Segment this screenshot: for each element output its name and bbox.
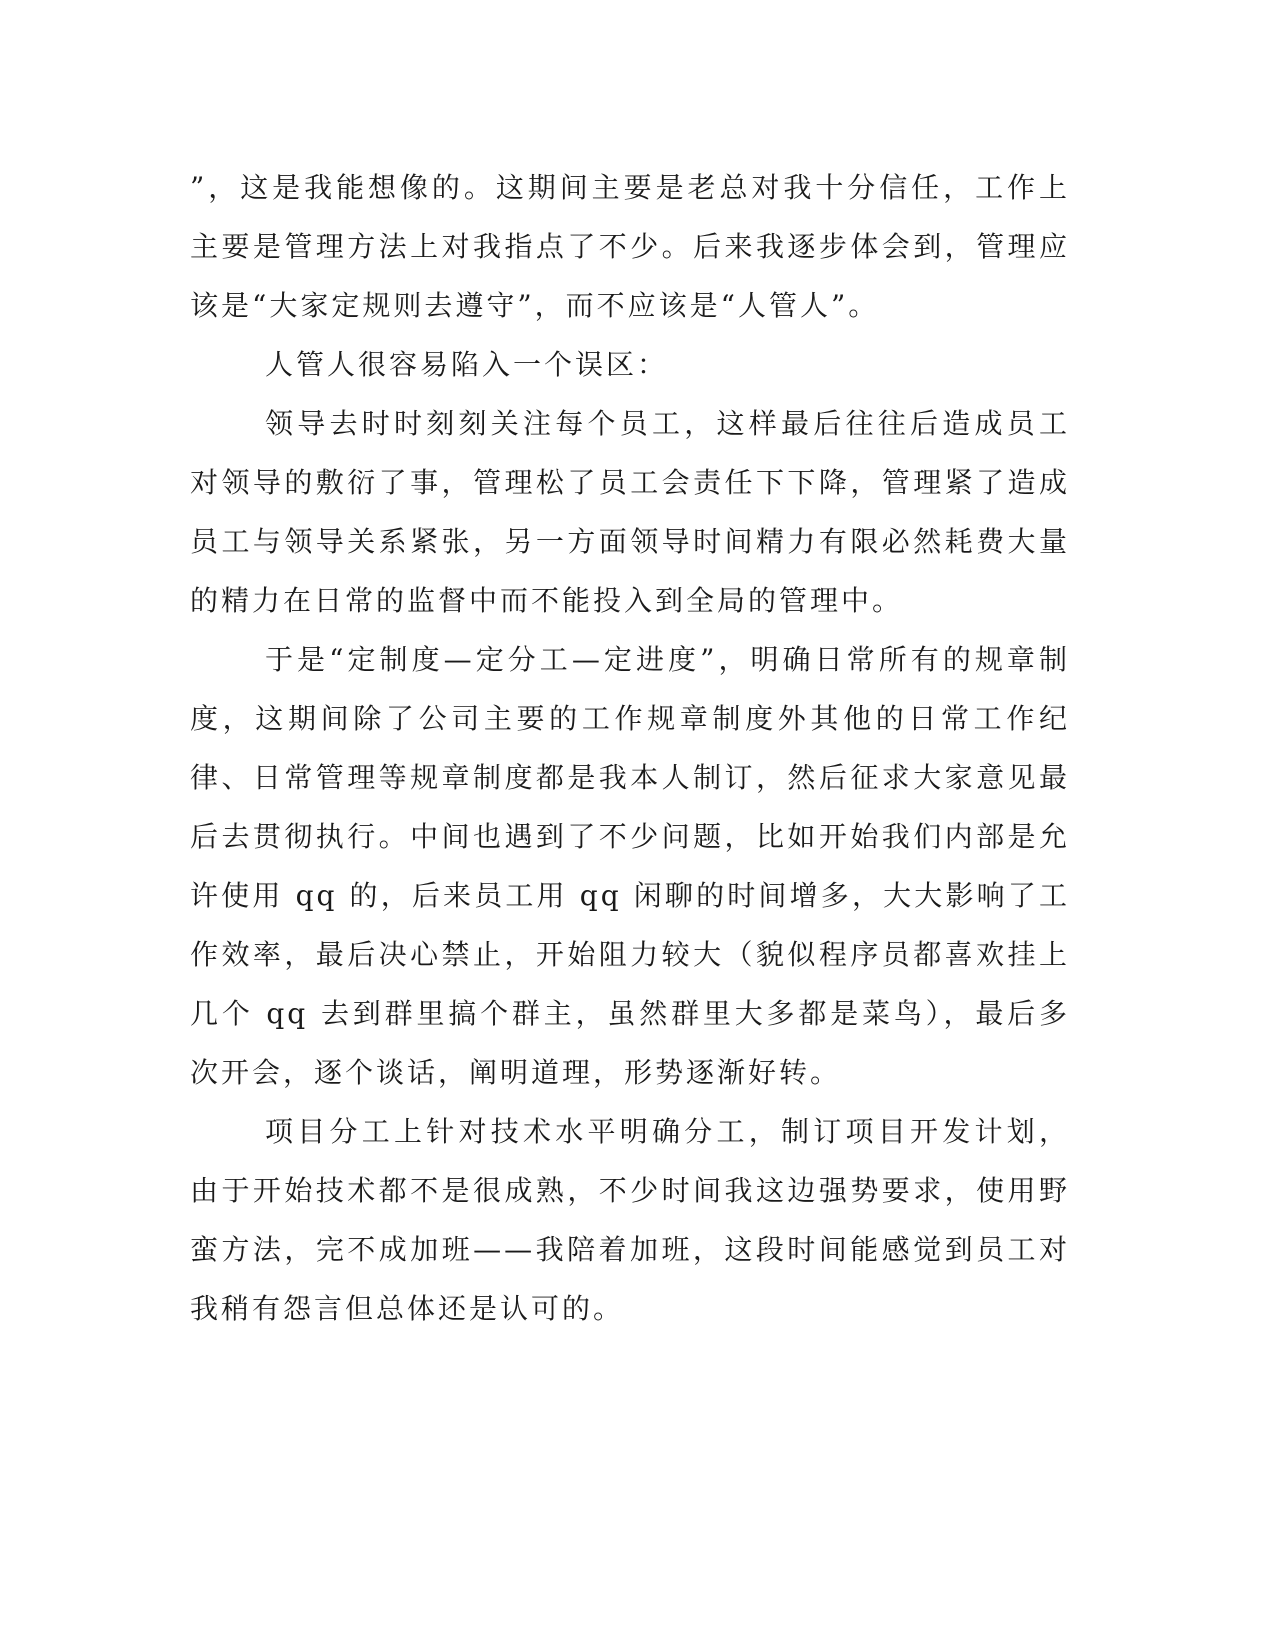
paragraph-leader-attention: 领导去时时刻刻关注每个员工，这样最后往往后造成员工对领导的敷衍了事，管理松了员工会责任下下降，管理紧了造成员工与领导关系紧张，另一方面领导时间精力有限必然耗费大量的精力在日常的监督中而不能投入到全局的管理中。 [190, 407, 1070, 617]
paragraph-continuation: ”，这是我能想像的。这期间主要是老总对我十分信任，工作上主要是管理方法上对我指点了不少。后来我逐步体会到，管理应该是“大家定规则去遵守”，而不应该是“人管人”。 [190, 171, 1070, 322]
paragraph-rules-system: 于是“定制度—定分工—定进度”，明确日常所有的规章制度，这期间除了公司主要的工作规章制度外其他的日常工作纪律、日常管理等规章制度都是我本人制订，然后征求大家意见最后去贯彻执行。中间也遇到了不少问题，比如开始我们内部是允许使用 qq 的，后来员工用 qq 闲聊的时间增多，大大影响了工作效率，最后决心禁止，开始阻力较大（貌似程序员都喜欢挂上几个 qq 去到群里搞个群主，虽然群里大多都是菜鸟），最后多次开会，逐个谈话，阐明道理，形势逐渐好转。 [190, 643, 1070, 1089]
paragraph-misconception-intro: 人管人很容易陷入一个误区： [265, 348, 669, 381]
paragraph-project-division: 项目分工上针对技术水平明确分工，制订项目开发计划，由于开始技术都不是很成熟，不少时间我这边强势要求，使用野蛮方法，完不成加班——我陪着加班，这段时间能感觉到员工对我稍有怨言但总体还是认可的。 [190, 1115, 1070, 1325]
document-body [190, 158, 1070, 1338]
